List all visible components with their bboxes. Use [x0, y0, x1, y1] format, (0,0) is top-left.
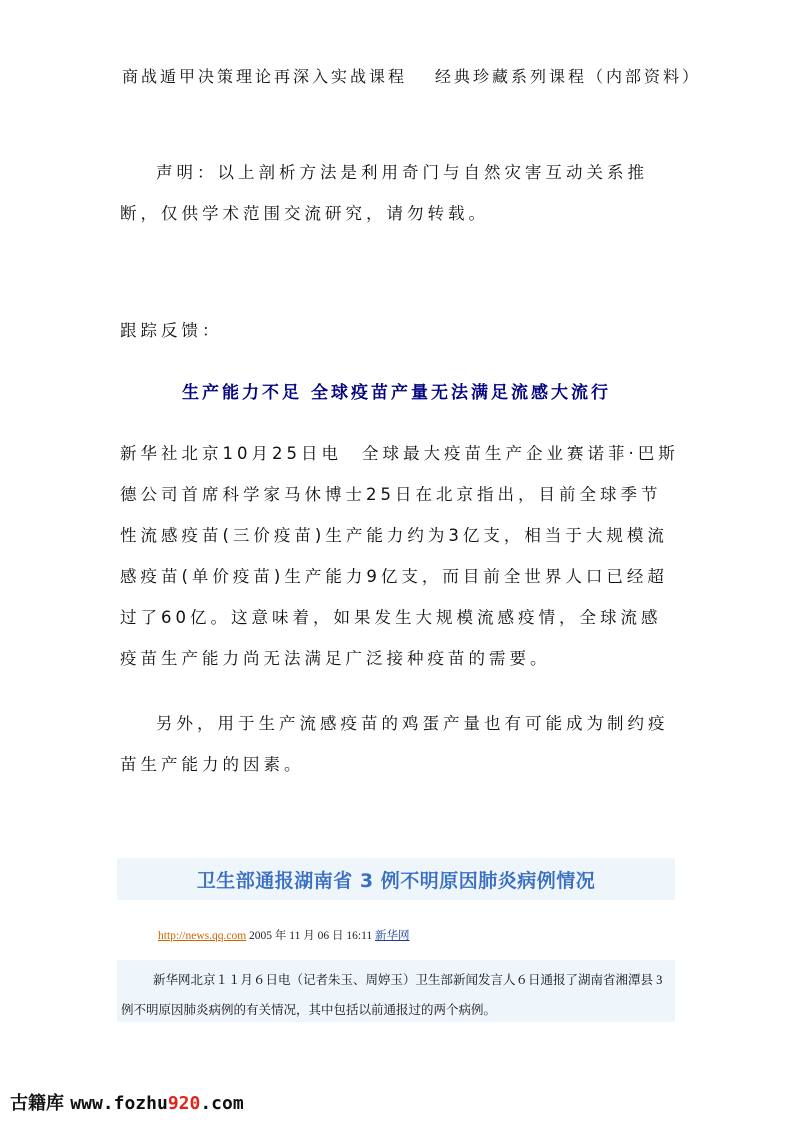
- source-url-link[interactable]: http://news.qq.com: [158, 930, 247, 942]
- footer-brand: 古籍库: [10, 1093, 64, 1114]
- footer-watermark: [10, 1089, 244, 1115]
- disclaimer-paragraph: 声明：以上剖析方法是利用奇门与自然灾害互动关系推断，仅供学术范围交流研究，请勿转载。: [120, 163, 648, 223]
- news-title: 卫生部通报湖南省 3 例不明原因肺炎病例情况: [196, 869, 596, 892]
- header-course-title: 商战遁甲决策理论再深入实战课程: [122, 67, 408, 86]
- article-body: 全球最大疫苗生产企业赛诺菲·巴斯德公司首席科学家马休博士25日在北京指出，目前全球季节性流感疫苗(三价疫苗)生产能力约为3亿支，相当于大规模流感疫苗(单价疫苗)生产能力9亿支，而目前全世界人口已经超过了60亿。这意味着，如果发生大规模流感疫情，全球流感疫苗生产能力尚无法满足广泛接种疫苗的需要。: [120, 444, 679, 668]
- news-body-text: 新华网北京１１月６日电（记者朱玉、周婷玉）卫生部新闻发言人６日通报了湖南省湘潭县 3 例不明原因肺炎病例的有关情况，其中包括以前通报过的两个病例。: [121, 973, 663, 1017]
- page-header: [122, 64, 762, 87]
- article-paragraph-1: [120, 433, 680, 679]
- source-name-link[interactable]: 新华网: [375, 930, 410, 942]
- tracking-label: 跟踪反馈：: [120, 321, 223, 340]
- news-datetime: 2005 年 11 月 06 日 16:11: [249, 930, 373, 942]
- header-series-title: 经典珍藏系列课程（内部资料）: [435, 67, 702, 86]
- news-body-box: [117, 960, 675, 1022]
- news-title-box: [117, 858, 675, 900]
- article-paragraph-2: 另外，用于生产流感疫苗的鸡蛋产量也有可能成为制约疫苗生产能力的因素。: [120, 714, 669, 774]
- article-headline: 生产能力不足 全球疫苗产量无法满足流感大流行: [182, 383, 611, 403]
- article-dateline: 新华社北京10月25日电: [120, 444, 342, 463]
- news-source-line: [158, 927, 410, 943]
- footer-url[interactable]: www.fozhu920.com: [70, 1093, 244, 1114]
